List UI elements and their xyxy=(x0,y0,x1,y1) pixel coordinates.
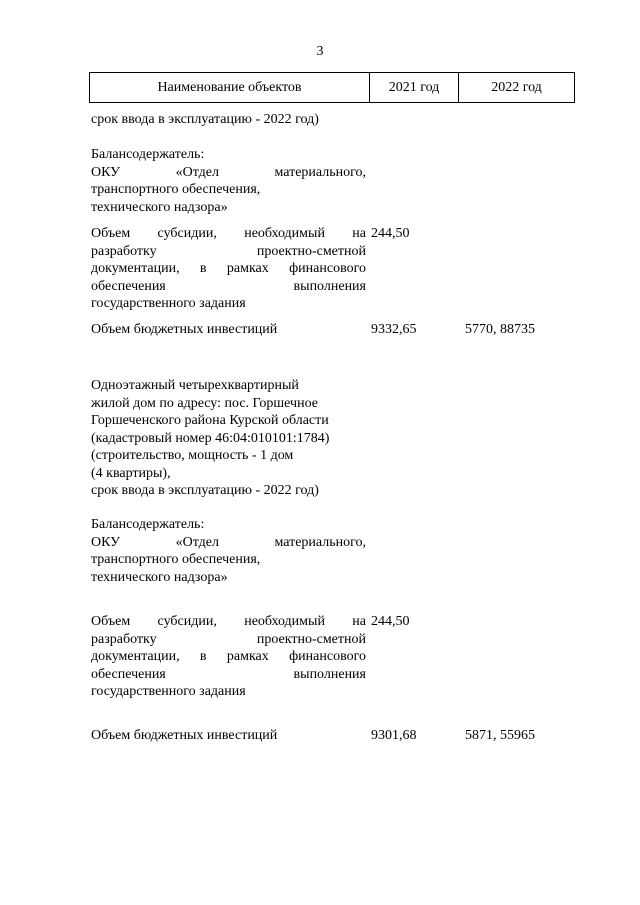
object1-investment-2022: 5770, 88735 xyxy=(465,322,535,337)
object2-investment-2022: 5871, 55965 xyxy=(465,728,535,743)
text-line: (4 квартиры), xyxy=(91,465,171,481)
text-line: срок ввода в эксплуатацию - 2022 год) xyxy=(91,483,319,498)
text-line: обеспечения выполнения xyxy=(91,666,366,682)
text-line: Объем субсидии, необходимый на xyxy=(91,226,366,241)
object2-investment-2021: 9301,68 xyxy=(371,728,417,743)
text-line: транспортного обеспечения, xyxy=(91,182,261,197)
object2-investment-label: Объем бюджетных инвестиций xyxy=(91,728,278,743)
text-line: документации, в рамках финансового xyxy=(91,261,366,276)
column-header-2022: 2022 год xyxy=(459,73,575,103)
text-line: обеспечения выполнения xyxy=(91,278,366,294)
text-line: ОКУ «Отдел материального, xyxy=(91,164,366,180)
text-line: жилой дом по адресу: пос. Горшечное xyxy=(91,395,318,411)
object1-commissioning-line: срок ввода в эксплуатацию - 2022 год) xyxy=(91,112,319,127)
text-line: государственного задания xyxy=(91,684,246,699)
page-number: 3 xyxy=(316,44,324,59)
object2-balance-holder xyxy=(91,516,366,586)
text-line: технического надзора» xyxy=(91,199,228,215)
object1-investment-2021: 9332,65 xyxy=(371,322,417,337)
column-header-name: Наименование объектов xyxy=(90,73,370,103)
object2-title xyxy=(91,377,376,500)
text-line: (строительство, мощность - 1 дом xyxy=(91,448,294,463)
object1-subsidy-description xyxy=(91,225,366,313)
object2-subsidy-description xyxy=(91,613,366,701)
text-line: ОКУ «Отдел материального, xyxy=(91,534,366,550)
object1-balance-holder xyxy=(91,146,366,216)
text-line: Объем субсидии, необходимый на xyxy=(91,614,366,629)
table-header xyxy=(89,72,575,103)
text-line: технического надзора» xyxy=(91,569,228,585)
object1-subsidy-2021: 244,50 xyxy=(371,226,410,241)
text-line: Балансодержатель: xyxy=(91,517,205,532)
column-header-2021: 2021 год xyxy=(370,73,459,103)
text-line: разработку проектно-сметной xyxy=(91,243,366,259)
text-line: Одноэтажный четырехквартирный xyxy=(91,378,299,393)
text-line: (кадастровый номер 46:04:010101:1784) xyxy=(91,430,330,446)
text-line: государственного задания xyxy=(91,296,246,311)
object1-investment-label: Объем бюджетных инвестиций xyxy=(91,322,278,337)
text-line: Балансодержатель: xyxy=(91,147,205,162)
object1-tail xyxy=(91,111,381,129)
text-line: разработку проектно-сметной xyxy=(91,631,366,647)
text-line: Горшеченского района Курской области xyxy=(91,413,329,428)
text-line: транспортного обеспечения, xyxy=(91,552,261,567)
text-line: документации, в рамках финансового xyxy=(91,649,366,664)
object2-subsidy-2021: 244,50 xyxy=(371,614,410,629)
